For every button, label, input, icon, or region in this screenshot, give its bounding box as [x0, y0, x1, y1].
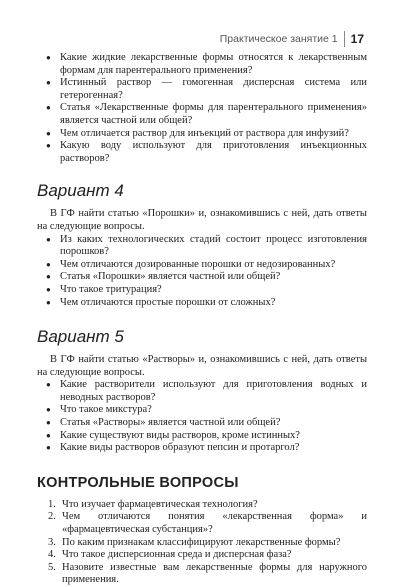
variant5-question-list: [37, 379, 367, 455]
list-item: ● Какие растворители используют для приготовления водных и неводных растворов?: [37, 379, 367, 404]
list-item: ● Какие существуют виды растворов, кроме истинных?: [37, 430, 367, 443]
list-item: ● Чем отличаются дозированные порошки от недозированных?: [37, 259, 367, 272]
list-item: ● Чем отличается раствор для инъекций от раствора для инфузий?: [37, 128, 367, 141]
list-item: ● Чем отличаются простые порошки от сложных?: [37, 297, 367, 310]
item-number: 2.: [48, 511, 56, 523]
list-item: [37, 562, 367, 587]
variant5-heading: Вариант 5: [37, 327, 124, 347]
list-item: ● Какую воду используют для приготовления инъекционных растворов?: [37, 140, 367, 165]
item-number: 1.: [48, 498, 56, 510]
running-head: [220, 30, 364, 48]
page-content: [37, 52, 367, 587]
variant4-question-list: [37, 234, 367, 310]
control-questions-heading: КОНТРОЛЬНЫЕ ВОПРОСЫ: [37, 474, 239, 491]
list-item: ● Истинный раствор — гомогенная дисперсная система или гетерогенная?: [37, 77, 367, 102]
list-item: ● Статья «Порошки» является частной или общей?: [37, 271, 367, 284]
list-item: ● Статья «Растворы» является частной или общей?: [37, 417, 367, 430]
control-questions-list: [37, 499, 367, 587]
variant3-question-list: [37, 52, 367, 165]
item-number: 4.: [48, 549, 56, 561]
item-text: Назовите известные вам лекарственные формы для наружного применения.: [62, 561, 367, 586]
list-item: ● Статья «Лекарственные формы для парентерального применения» является частной или общей?: [37, 102, 367, 127]
list-item: [37, 549, 367, 562]
list-item: ● Что такое микстура?: [37, 404, 367, 417]
item-text: По каким признакам классифицируют лекарственные формы?: [62, 536, 341, 548]
running-head-title: Практическое занятие 1: [219, 33, 338, 45]
item-text: Что изучает фармацевтическая технология?: [62, 498, 258, 510]
list-item: [37, 511, 367, 536]
list-item: ● Из каких технологических стадий состоит процесс изготовления порошков?: [37, 234, 367, 259]
running-head-divider: [344, 31, 345, 47]
item-text: Что такое дисперсионная среда и дисперсная фаза?: [62, 549, 292, 561]
page-number: 17: [350, 32, 364, 46]
list-item: ● Какие жидкие лекарственные формы относятся к лекарственным формам для парентерального применения?: [37, 52, 367, 77]
item-number: 3.: [48, 536, 56, 548]
item-text: Чем отличаются понятия «лекарственная форма» и «фармацевтическая субстанция»?: [62, 511, 367, 536]
list-item: [37, 537, 367, 550]
variant5-intro: В ГФ найти статью «Растворы» и, ознакомившись с ней, дать ответы на следующие вопросы.: [37, 354, 367, 378]
list-item: ● Какие виды растворов образуют пепсин и протаргол?: [37, 442, 367, 455]
list-item: [37, 499, 367, 512]
list-item: ● Что такое тритурация?: [37, 284, 367, 297]
item-number: 5.: [48, 561, 56, 573]
variant4-intro: В ГФ найти статью «Порошки» и, ознакомившись с ней, дать ответы на следующие вопросы.: [37, 208, 367, 232]
variant4-heading: Вариант 4: [37, 181, 124, 201]
